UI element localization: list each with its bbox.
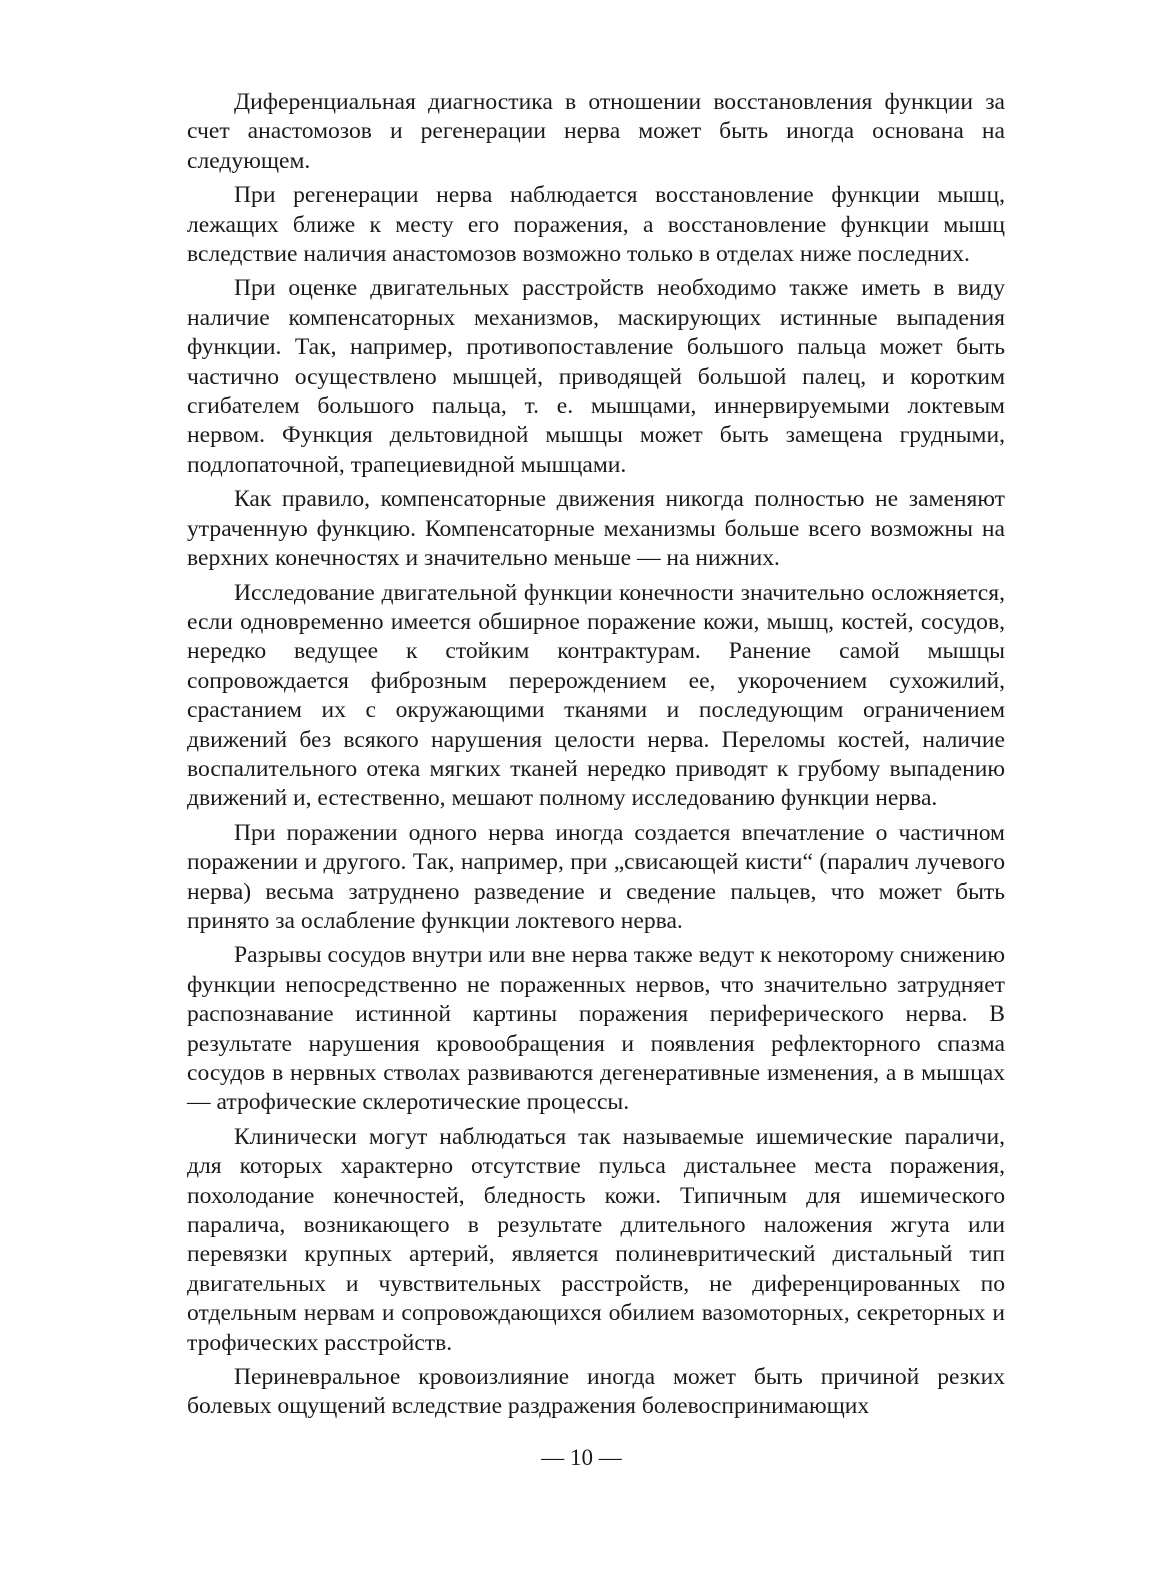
paragraph-2: При регенерации нерва наблюдается восстановление функции мышц, лежащих ближе к месту его поражения, а восстановление функции мышц вследствие наличия анастомозов возможно только в отделах ниже последних. bbox=[187, 182, 1005, 268]
paragraph-9: Периневральное кровоизлияние иногда может быть причиной резких болевых ощущений вследствие раздражения болевоспринимающих bbox=[187, 1364, 1005, 1420]
paragraph-4: Как правило, компенсаторные движения никогда полностью не заменяют утраченную функцию. Компенсаторные механизмы больше всего возможны на верхних конечностях и значительно меньше — на нижних. bbox=[187, 486, 1005, 572]
paragraph-3: При оценке двигательных расстройств необходимо также иметь в виду наличие компенсаторных механизмов, маскирующих истинные выпадения функции. Так, например, противопоставление большого пальца может быть частично осуществлено мышцей, приводящей большой палец, и коротким сгибателем большого пальца, т. е. мышцами, иннервируемыми локтевым нервом. Функция дельтовидной мышцы может быть замещена грудными, подлопаточной, трапециевидной мышцами. bbox=[187, 275, 1005, 478]
paragraph-1: Диференциальная диагностика в отношении восстановления функции за счет анастомозов и регенерации нерва может быть иногда основана на следующем. bbox=[187, 89, 1005, 174]
paragraph-8: Клинически могут наблюдаться так называемые ишемические параличи, для которых характерно отсутствие пульса дистальнее места поражения, похолодание конечностей, бледность кожи. Типичным для ишемического паралича, возникающего в результате длительного наложения жгута или перевязки крупных артерий, является полиневритический дистальный тип двигательных и чувствительных расстройств, не диференцированных по отдельным нервам и сопровождающихся обилием вазомоторных, секреторных и трофических расстройств. bbox=[187, 1123, 1005, 1356]
page-body bbox=[187, 88, 1005, 1427]
paragraph-7: Разрывы сосудов внутри или вне нерва также ведут к некоторому снижению функции непосредственно не пораженных нервов, что значительно затрудняет распознавание истинной картины поражения периферического нерва. В результате нарушения кровообращения и появления рефлекторного спазма сосудов в нервных стволах развиваются дегенеративные изменения, а в мышцах — атрофические склеротические процессы. bbox=[187, 942, 1005, 1116]
paragraph-5: Исследование двигательной функции конечности значительно осложняется, если одновременно имеется обширное поражение кожи, мышц, костей, сосудов, нередко ведущее к стойким контрактурам. Ранение самой мышцы сопровождается фиброзным перерождением ее, укорочением сухожилий, срастанием их с окружающими тканями и последующим ограничением движений без всякого нарушения целости нерва. Переломы костей, наличие воспалительного отека мягких тканей нередко приводят к грубому выпадению движений и, естественно, мешают полному исследованию функции нерва. bbox=[187, 579, 1005, 812]
page-number: — 10 — bbox=[541, 1445, 622, 1470]
paragraph-6: При поражении одного нерва иногда создается впечатление о частичном поражении и другого. Так, например, при „свисающей кисти“ (паралич лучевого нерва) весьма затруднено разведение и сведение пальцев, что может быть принято за ослабление функции локтевого нерва. bbox=[187, 819, 1005, 934]
